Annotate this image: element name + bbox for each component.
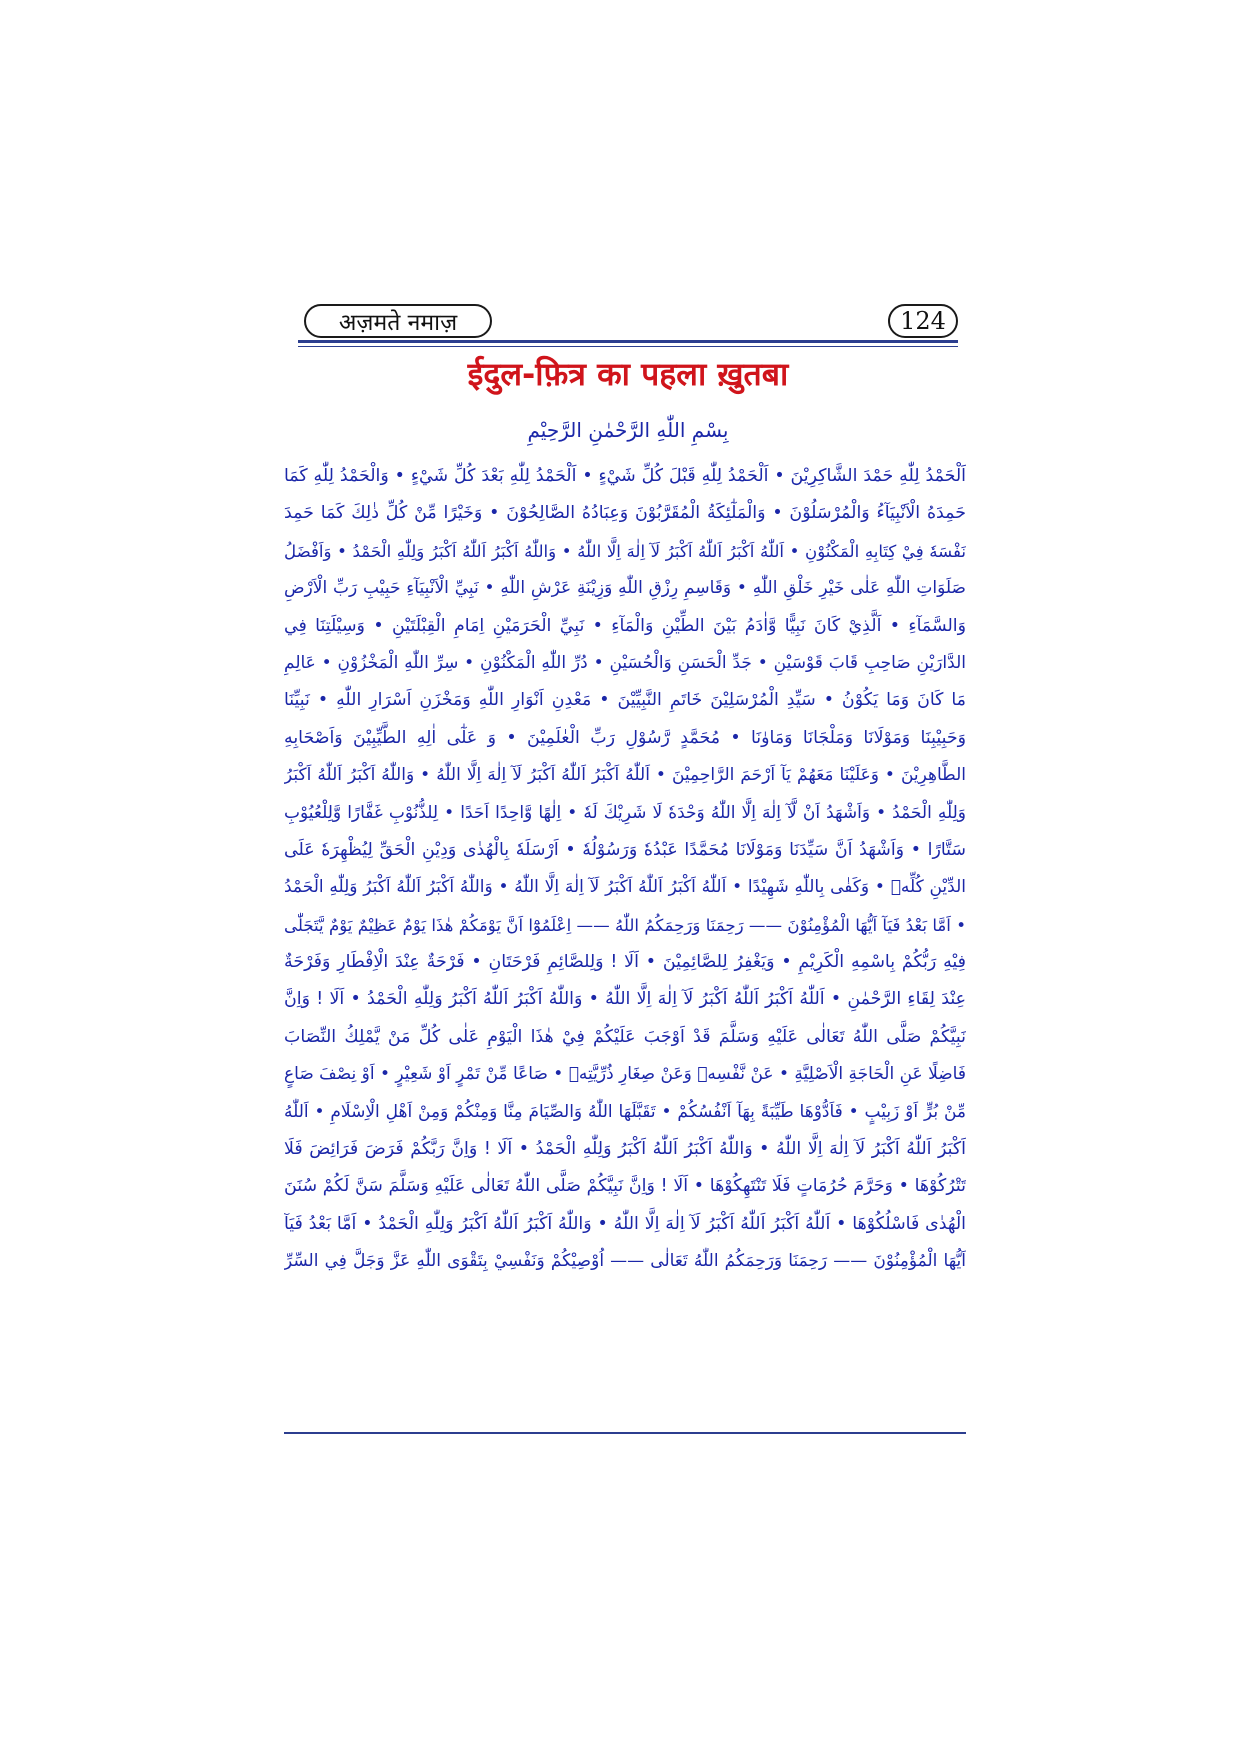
text-line: فِيْهِ رَبُّكُمْ بِاسْمِهِ الْكَرِيْمِ • وَيَغْفِرُ لِلصَّائِمِيْنَ • اَلَا ! وَلِلصَّائِمِ فَرْحَتَانِ • فَرْحَةٌ عِنْدَ الْاِفْطَارِ وَفَرْحَةٌ <box>284 952 966 973</box>
text-line: وَالسَّمَآءِ • اَلَّذِيْ كَانَ نَبِيًّا وَّاٰدَمُ بَيْنَ الطِّيْنِ وَالْمَآءِ • نَبِيِّ الْحَرَمَيْنِ اِمَامِ الْقِبْلَتَيْنِ • وَسِيْلَتِنَا فِي <box>284 615 966 636</box>
text-line: فَاضِلًا عَنِ الْحَاجَةِ الْاَصْلِيَّةِ • عَنْ نَّفْسِهٖ وَعَنْ صِغَارِ ذُرِّيَّتِهٖ • صَاعًا مِّنْ تَمْرٍ اَوْ شَعِيْرٍ • اَوْ نِصْفَ صَاعٍ <box>284 1064 966 1085</box>
text-line: اَكْبَرُ اَللّٰهُ اَكْبَرُ لَآ اِلٰهَ اِلَّا اللّٰهُ • وَاللّٰهُ اَكْبَرُ اَللّٰهُ اَكْبَرُ وَلِلّٰهِ الْحَمْدُ • اَلَا ! وَاِنَّ رَبَّكُمْ فَرَضَ فَرَائِضَ فَلَا <box>284 1139 966 1160</box>
text-line: سَتَّارًا • وَاَشْهَدُ اَنَّ سَيِّدَنَا وَمَوْلَانَا مُحَمَّدًا عَبْدُهٗ وَرَسُوْلُهٗ • اَرْسَلَهٗ بِالْهُدٰى وَدِيْنِ الْحَقِّ لِيُظْهِرَهٗ عَلَى <box>284 839 966 860</box>
text-line: نَبِيَّكُمْ صَلَّى اللّٰهُ تَعَالٰى عَلَيْهِ وَسَلَّمَ قَدْ اَوْجَبَ عَلَيْكُمْ فِيْ هٰذَا الْيَوْمِ عَلٰى كُلِّ مَنْ يَّمْلِكُ النِّصَابَ <box>284 1026 966 1047</box>
text-line: اَلْحَمْدُ لِلّٰهِ حَمْدَ الشَّاكِرِيْنَ • اَلْحَمْدُ لِلّٰهِ قَبْلَ كُلِّ شَيْءٍ • اَلْحَمْدُ لِلّٰهِ بَعْدَ كُلِّ شَيْءٍ • وَالْحَمْدُ لِلّٰهِ كَمَا <box>284 466 966 486</box>
text-line: نَفْسَهٗ فِيْ كِتَابِهِ الْمَكْنُوْنِ • اَللّٰهُ اَكْبَرُ اَللّٰهُ اَكْبَرُ لَآ اِلٰهَ اِلَّا اللّٰهُ • وَاللّٰهُ اَكْبَرُ اَللّٰهُ اَكْبَرُ وَلِلّٰهِ الْحَمْدُ • وَاَفْضَلُ <box>284 541 966 561</box>
page-number: 124 <box>888 304 958 338</box>
text-line: الدَّارَيْنِ صَاحِبِ قَابَ قَوْسَيْنِ • جَدِّ الْحَسَنِ وَالْحُسَيْنِ • دُرِّ اللّٰهِ الْمَكْنُوْنِ • سِرِّ اللّٰهِ الْمَخْزُوْنِ • عَالِمِ <box>284 652 966 673</box>
header-rule <box>298 340 958 343</box>
khutba-text <box>284 458 966 1281</box>
page-header <box>298 304 958 344</box>
book-title: अज़मते नमाज़ <box>304 304 492 338</box>
header-rule-thin <box>298 346 958 347</box>
section-title: ईदुल-फ़ित्र का पहला ख़ुतबा <box>467 355 789 393</box>
footer-rule <box>284 1432 966 1434</box>
text-line: الْهُدٰى فَاسْلُكُوْهَا • اَللّٰهُ اَكْبَرُ اَللّٰهُ اَكْبَرُ لَآ اِلٰهَ اِلَّا اللّٰهُ • وَاللّٰهُ اَكْبَرُ اَللّٰهُ اَكْبَرُ وَلِلّٰهِ الْحَمْدُ • اَمَّا بَعْدُ فَيَآ <box>284 1213 966 1234</box>
text-line: الطَّاهِرِيْنَ • وَعَلَيْنَا مَعَهُمْ يَآ اَرْحَمَ الرَّاحِمِيْنَ • اَللّٰهُ اَكْبَرُ اَللّٰهُ اَكْبَرُ لَآ اِلٰهَ اِلَّا اللّٰهُ • وَاللّٰهُ اَكْبَرُ اَللّٰهُ اَكْبَرُ <box>284 765 966 786</box>
text-line: عِنْدَ لِقَاءِ الرَّحْمٰنِ • اَللّٰهُ اَكْبَرُ اَللّٰهُ اَكْبَرُ لَآ اِلٰهَ اِلَّا اللّٰهُ • وَاللّٰهُ اَكْبَرُ اَللّٰهُ اَكْبَرُ وَلِلّٰهِ الْحَمْدُ • اَلَا ! وَاِنَّ <box>284 989 966 1010</box>
text-line: اَيُّهَا الْمُؤْمِنُوْنَ —— رَحِمَنَا وَرَحِمَكُمُ اللّٰهُ تَعَالٰى —— اُوْصِيْكُمْ وَنَفْسِيْ بِتَقْوَى اللّٰهِ عَزَّ وَجَلَّ فِي السِّرِّ <box>284 1251 966 1272</box>
text-line: الدِّيْنِ كُلِّهٖ • وَكَفٰى بِاللّٰهِ شَهِيْدًا • اَللّٰهُ اَكْبَرُ اَللّٰهُ اَكْبَرُ لَآ اِلٰهَ اِلَّا اللّٰهُ • وَاللّٰهُ اَكْبَرُ اَللّٰهُ اَكْبَرُ وَلِلّٰهِ الْحَمْدُ <box>284 877 966 898</box>
text-line: وَحَبِيْبِنَا وَمَوْلَانَا وَمَلْجَانَا وَمَاوٰنَا • مُحَمَّدٍ رَّسُوْلِ رَبِّ الْعٰلَمِيْنَ • وَ عَلٰٓى اٰلِهِ الطَّيِّبِيْنَ وَاَصْحَابِهِ <box>284 727 966 748</box>
text-line: مَا كَانَ وَمَا يَكُوْنُ • سَيِّدِ الْمُرْسَلِيْنَ خَاتَمِ النَّبِيِّيْنَ • مَعْدِنِ اَنْوَارِ اللّٰهِ وَمَخْزَنِ اَسْرَارِ اللّٰهِ • نَبِيِّنَا <box>284 690 966 711</box>
text-line: مِّنْ بُرٍّ اَوْ زَبِيْبٍ • فَاَدُّوْهَا طَيِّبَةً بِهَآ اَنْفُسُكُمْ • تَقَبَّلَهَا اللّٰهُ وَالصِّيَامَ مِنَّا وَمِنْكُمْ وَمِنْ اَهْلِ الْاِسْلَامِ • اَللّٰهُ <box>284 1101 966 1122</box>
bismillah: بِسْمِ اللّٰهِ الرَّحْمٰنِ الرَّحِيْمِ <box>527 418 729 442</box>
text-line: وَلِلّٰهِ الْحَمْدُ • وَاَشْهَدُ اَنْ لَّآ اِلٰهَ اِلَّا اللّٰهُ وَحْدَهٗ لَا شَرِيْكَ لَهٗ • اِلٰهًا وَّاحِدًا اَحَدًا • لِلذُّنُوْبِ غَفَّارًا وَّلِلْعُيُوْبِ <box>284 802 966 823</box>
text-line: صَلَوَاتِ اللّٰهِ عَلٰى خَيْرِ خَلْقِ اللّٰهِ • وَقَاسِمِ رِزْقِ اللّٰهِ وَزِيْنَةِ عَرْشِ اللّٰهِ • نَبِيِّ الْاَنْبِيَآءِ حَبِيْبِ رَبِّ الْاَرْضِ <box>284 578 966 599</box>
text-line: تَتْرُكُوْهَا • وَحَرَّمَ حُرُمَاتٍ فَلَا تَنْتَهِكُوْهَا • اَلَا ! وَاِنَّ نَبِيَّكُمْ صَلَّى اللّٰهُ تَعَالٰى عَلَيْهِ وَسَلَّمَ سَنَّ لَكُمْ سُنَنَ <box>284 1176 966 1197</box>
text-line: • اَمَّا بَعْدُ فَيَآ اَيُّهَا الْمُؤْمِنُوْنَ —— رَحِمَنَا وَرَحِمَكُمُ اللّٰهُ —— اِعْلَمُوْٓا اَنَّ يَوْمَكُمْ هٰذَا يَوْمٌ عَظِيْمٌ يَوْمٌ يَّتَجَلّٰى <box>284 915 966 935</box>
text-line: حَمِدَهُ الْاَنْبِيَآءُ وَالْمُرْسَلُوْنَ • وَالْمَلٰٓئِكَةُ الْمُقَرَّبُوْنَ وَعِبَادُهُ الصَّالِحُوْنَ • وَخَيْرًا مِّنْ كُلِّ ذٰلِكَ كَمَا حَمِدَ <box>284 503 966 524</box>
